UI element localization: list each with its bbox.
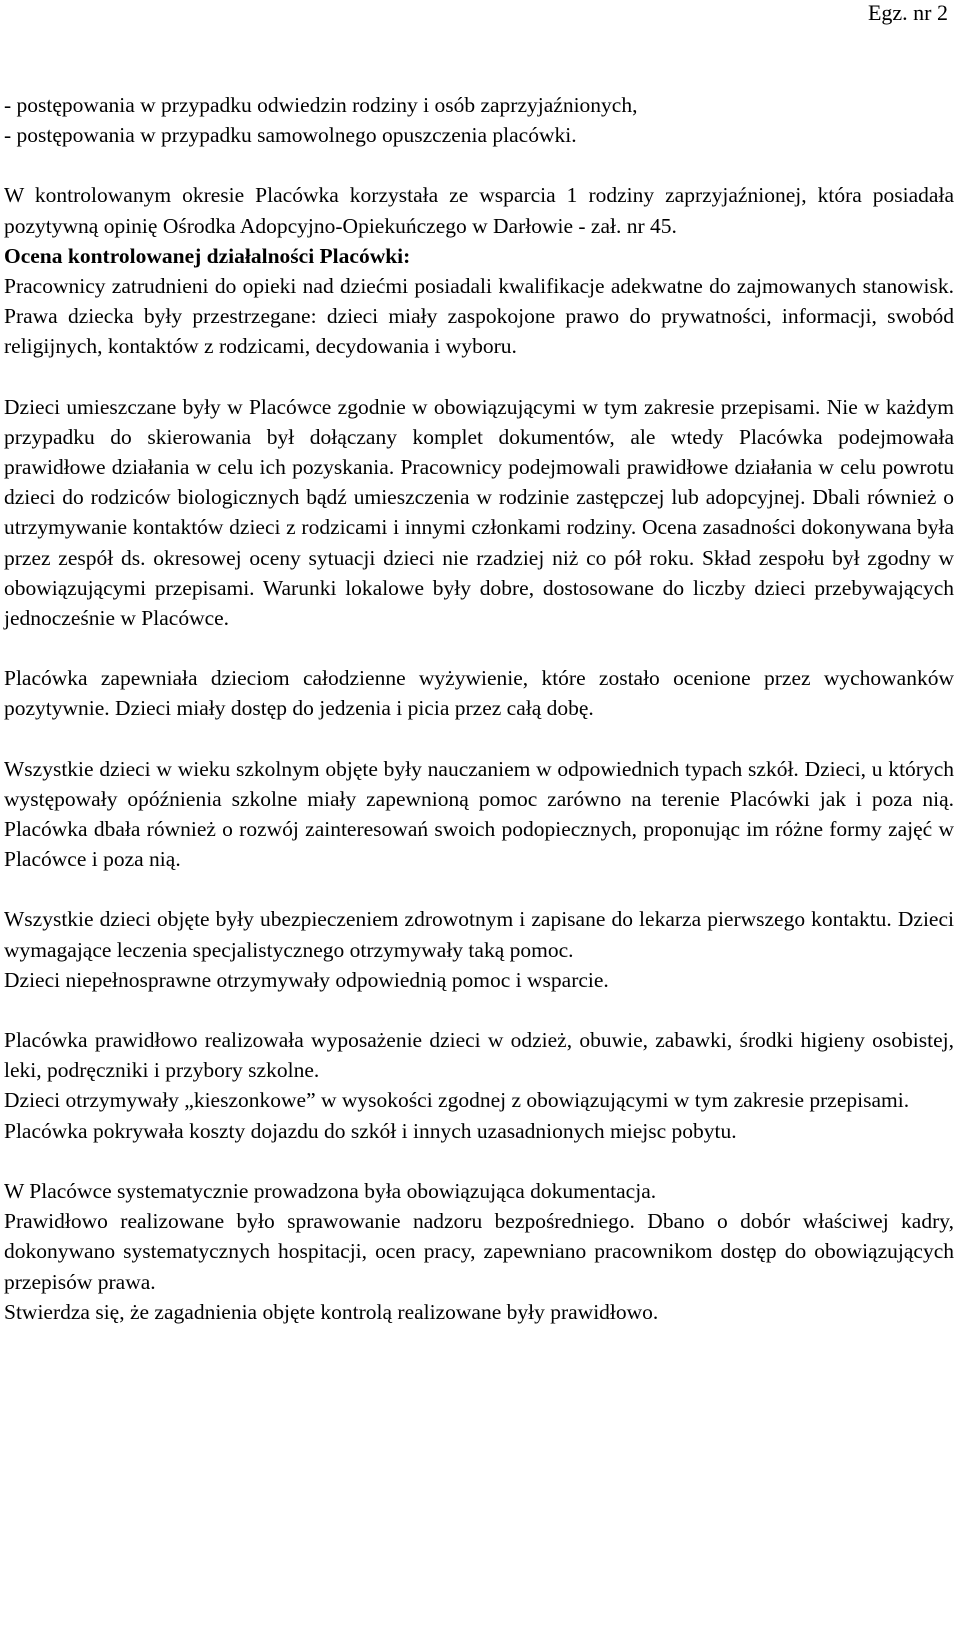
copy-number-label: Egz. nr 2 — [867, 0, 948, 25]
placement-paragraph: Dzieci umieszczane były w Placówce zgodnie w obowiązującymi w tym zakresie przepisami. Nie w każdym przypadku do skierowania był dołączany komplet dokumentów, ale wtedy Placówka podejmowała prawidłowe działania w celu ich pozyskania. Pracownicy podejmowali prawidłowe działania w celu powrotu dzieci do rodziców biologicznych bądź umieszczenia w rodzinie zastępczej lub adopcyjnej. Dbali również o utrzymywanie kontaktów dzieci z rodzicami i innymi członkami rodziny. Ocena zasadności dokonywana była przez zespół ds. okresowej oceny sytuacji dzieci nie rzadziej niż co pół roku. Skład zespołu był zgodny w obowiązującymi przepisami. Warunki lokalowe były dobre, dostosowane do liczby dzieci przebywających jednocześnie w Placówce. — [4, 394, 954, 631]
transport-paragraph: Placówka pokrywała koszty dojazdu do szkół i innych uzasadnionych miejsc pobytu. — [4, 1118, 737, 1143]
intro-paragraph: W kontrolowanym okresie Placówka korzystała ze wsparcia 1 rodziny zaprzyjaźnionej, która posiadała pozytywną opinię Ośrodka Adopcyjno-Opiekuńczego w Darłowie - zał. nr 45. — [4, 183, 954, 238]
education-paragraph: Wszystkie dzieci w wieku szkolnym objęte były nauczaniem w odpowiednich typach szkół. Dzieci, u których występowały opóźnienia szkolne miały zapewnioną pomoc zarówno na terenie Placówki jak i poza nią. Placówka dbała również o rozwój zainteresowań swoich podopiecznych, proponując im różne formy zajęć w Placówce i poza nią. — [4, 756, 954, 872]
conclusion-line: Stwierdza się, że zagadnienia objęte kontrolą realizowane były prawidłowo. — [4, 1299, 659, 1324]
list-item: - postępowania w przypadku samowolnego opuszczenia placówki. — [4, 123, 577, 148]
equipment-paragraph: Placówka prawidłowo realizowała wyposażenie dzieci w odzież, obuwie, zabawki, środki higieny osobistej, leki, podręczniki i przybory szkolne. — [4, 1028, 954, 1083]
assessment-paragraph: Pracownicy zatrudnieni do opieki nad dziećmi posiadali kwalifikacje adekwatne do zajmowanych stanowisk. Prawa dziecka były przestrzegane: dzieci miały zaspokojone prawo do prywatności, informacji, swobód religijnych, kontaktów z rodzicami, decydowania i wyboru. — [4, 274, 954, 359]
document-body — [4, 90, 954, 1327]
supervision-paragraph: Prawidłowo realizowane było sprawowanie nadzoru bezpośredniego. Dbano o dobór właściwej kadry, dokonywano systematycznych hospitacji, ocen pracy, zapewniano pracownikom dostęp do obowiązujących przepisów prawa. — [4, 1209, 954, 1294]
pocket-money-paragraph: Dzieci otrzymywały „kieszonkowe” w wysokości zgodnej z obowiązującymi w tym zakresie przepisami. — [4, 1088, 910, 1113]
documentation-line: W Placówce systematycznie prowadzona była obowiązująca dokumentacja. — [4, 1178, 657, 1203]
section-heading: Ocena kontrolowanej działalności Placówki: — [4, 243, 411, 268]
list-item: - postępowania w przypadku odwiedzin rodziny i osób zaprzyjaźnionych, — [4, 93, 638, 117]
health-paragraph: Wszystkie dzieci objęte były ubezpieczeniem zdrowotnym i zapisane do lekarza pierwszego kontaktu. Dzieci wymagające leczenia specjalistycznego otrzymywały taką pomoc. — [4, 907, 954, 962]
disability-line: Dzieci niepełnosprawne otrzymywały odpowiednią pomoc i wsparcie. — [4, 967, 609, 992]
nutrition-paragraph: Placówka zapewniała dzieciom całodzienne wyżywienie, które zostało ocenione przez wychowanków pozytywnie. Dzieci miały dostęp do jedzenia i picia przez całą dobę. — [4, 666, 954, 721]
